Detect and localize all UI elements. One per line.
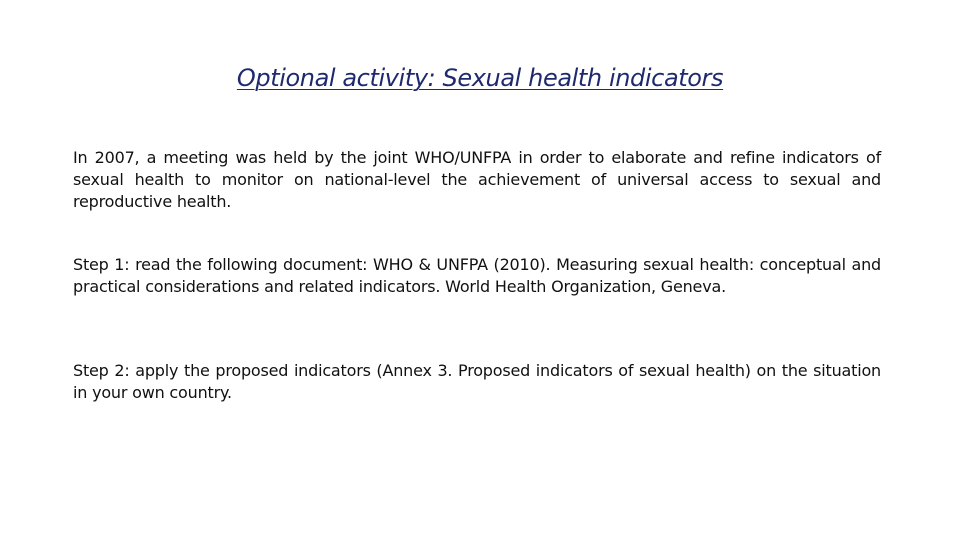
step-1-paragraph: Step 1: read the following document: WHO & UNFPA (2010). Measuring sexual health: conceptual and practical considerations and related indicators. World Health Organization, Geneva. <box>73 255 881 296</box>
slide-title: Optional activity: Sexual health indicators <box>236 64 724 92</box>
step-2-paragraph: Step 2: apply the proposed indicators (Annex 3. Proposed indicators of sexual health) on the situation in your own country. <box>73 361 881 402</box>
intro-paragraph: In 2007, a meeting was held by the joint WHO/UNFPA in order to elaborate and refine indicators of sexual health to monitor on national-level the achievement of universal access to sexual and reproductive health. <box>73 148 881 211</box>
